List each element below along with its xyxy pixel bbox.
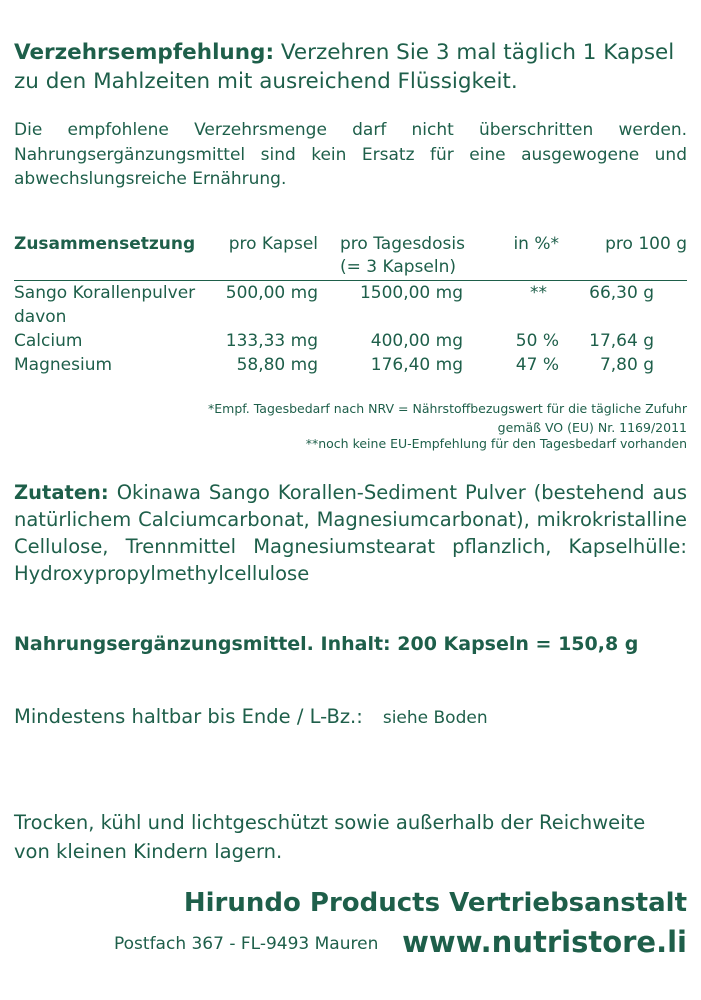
- table-row: [14, 353, 687, 377]
- row-label: Magnesium: [14, 355, 113, 375]
- best-before: [14, 703, 687, 732]
- header-per-daily-dose: pro Tagesdosis: [340, 234, 465, 254]
- header-per-capsule: pro Kapsel: [228, 234, 318, 254]
- row-label: davon: [14, 307, 67, 327]
- row-percent: 47 %: [515, 355, 559, 375]
- row-per-100g: 17,64 g: [589, 331, 654, 351]
- nrv-footnote-line-2: gemäß VO (EU) Nr. 1169/2011: [497, 420, 687, 435]
- row-per-capsule: 500,00 mg: [225, 283, 318, 303]
- row-percent: 50 %: [515, 331, 559, 351]
- nrv-footnote: [14, 399, 687, 437]
- row-label: Calcium: [14, 331, 83, 351]
- ingredients-label: Zutaten:: [14, 481, 109, 504]
- best-before-value: siehe Boden: [382, 708, 488, 728]
- nutrition-header-row: [14, 232, 687, 256]
- header-percent: in %*: [513, 234, 559, 254]
- company-website: www.nutristore.li: [402, 925, 687, 959]
- storage-instructions: Trocken, kühl und lichtgeschützt sowie außerhalb der Reichweite von kleinen Kindern lagern.: [14, 811, 646, 863]
- nutrition-table: [14, 232, 687, 377]
- table-row: [14, 329, 687, 353]
- row-per-daily-dose: 176,40 mg: [370, 355, 463, 375]
- dosage-label: Verzehrsempfehlung:: [14, 40, 275, 65]
- row-label: Sango Korallenpulver: [14, 283, 196, 303]
- header-composition: Zusammensetzung: [14, 234, 196, 254]
- row-per-capsule: 133,33 mg: [225, 331, 318, 351]
- best-before-label: Mindestens haltbar bis Ende / L-Bz.:: [14, 705, 363, 728]
- nrv-footnote-line-1: *Empf. Tagesbedarf nach NRV = Nährstoffbezugswert für die tägliche Zufuhr: [208, 401, 687, 416]
- intake-warning: Die empfohlene Verzehrsmenge darf nicht überschritten werden. Nahrungsergänzungsmittel sind kein Ersatz für eine ausgewogene und abwechslungsreiche Ernährung.: [14, 120, 687, 189]
- table-row: [14, 305, 687, 329]
- no-eu-footnote: **noch keine EU-Empfehlung für den Tagesbedarf vorhanden: [305, 436, 687, 451]
- ingredients-text: Okinawa Sango Korallen-Sediment Pulver (bestehend aus natürlichem Calciumcarbonat, Magnesiumcarbonat), mikrokristalline Cellulose, Trennmittel Magnesiumstearat pflanzlich, Kapselhülle: Hydroxypropylmethylcellulose: [14, 481, 687, 585]
- row-per-capsule: 58,80 mg: [236, 355, 318, 375]
- row-per-100g: 66,30 g: [589, 283, 654, 303]
- ingredients: [14, 479, 687, 587]
- company-contact: [14, 924, 687, 960]
- company-address: Postfach 367 - FL-9493 Mauren: [114, 934, 379, 954]
- content-line: Nahrungsergänzungsmittel. Inhalt: 200 Kapseln = 150,8 g: [14, 633, 639, 655]
- nutrition-header-subline: [14, 256, 687, 281]
- row-per-daily-dose: 1500,00 mg: [359, 283, 463, 303]
- header-daily-dose-note: (= 3 Kapseln): [340, 257, 457, 277]
- row-per-100g: 7,80 g: [599, 355, 654, 375]
- row-percent: **: [530, 283, 547, 303]
- dosage-recommendation: [14, 38, 687, 96]
- company-name: Hirundo Products Vertriebsanstalt: [183, 888, 687, 918]
- dosage-text: Verzehren Sie 3 mal täglich 1 Kapsel zu den Mahlzeiten mit ausreichend Flüssigkeit.: [14, 40, 675, 94]
- header-per-100g: pro 100 g: [605, 234, 687, 254]
- row-per-daily-dose: 400,00 mg: [370, 331, 463, 351]
- table-row: [14, 281, 687, 305]
